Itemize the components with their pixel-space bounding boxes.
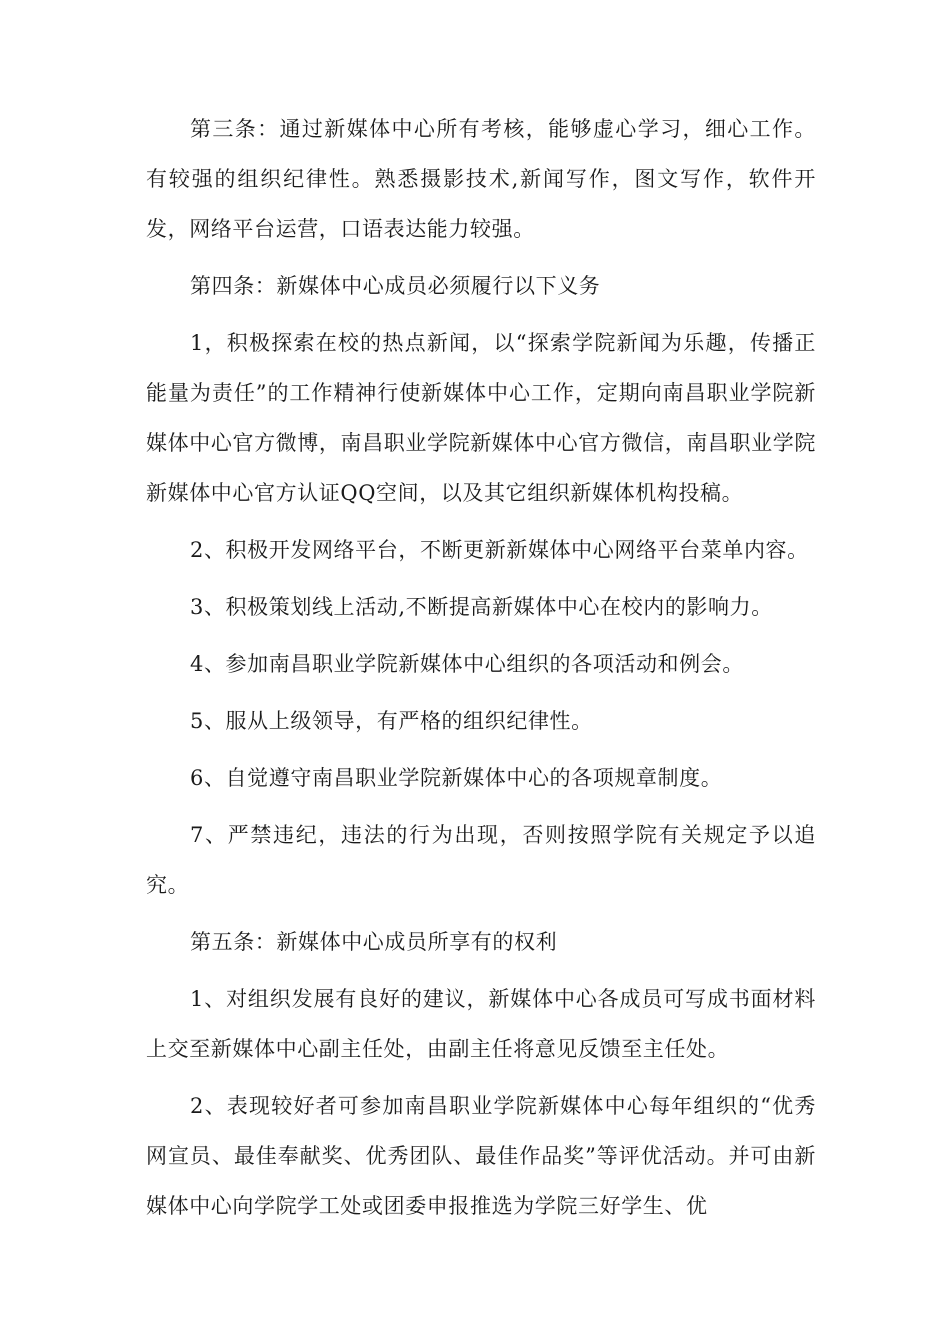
- paragraph-duty-4: 4、参加南昌职业学院新媒体中心组织的各项活动和例会。: [190, 652, 744, 676]
- paragraph-article-5-heading: 第五条：新媒体中心成员所享有的权利: [190, 930, 558, 954]
- paragraph-duty-5: 5、服从上级领导，有严格的组织纪律性。: [190, 709, 593, 733]
- paragraph-duty-1: 1，积极探索在校的热点新闻，以“探索学院新闻为乐趣，传播正能量为责任”的工作精神行使新媒体中心工作，定期向南昌职业学院新媒体中心官方微博，南昌职业学院新媒体中心官方微信，南昌职业学院新媒体中心官方认证QQ空间，以及其它组织新媒体机构投稿。: [146, 331, 816, 505]
- paragraph-article-3: 第三条：通过新媒体中心所有考核，能够虚心学习，细心工作。有较强的组织纪律性。熟悉摄影技术,新闻写作，图文写作，软件开发，网络平台运营，口语表达能力较强。: [146, 117, 816, 241]
- paragraph-duty-3: 3、积极策划线上活动,不断提高新媒体中心在校内的影响力。: [190, 595, 773, 619]
- paragraph-duty-2: 2、积极开发网络平台，不断更新新媒体中心网络平台菜单内容。: [190, 538, 809, 562]
- paragraph-duty-6: 6、自觉遵守南昌职业学院新媒体中心的各项规章制度。: [190, 766, 723, 790]
- paragraph-article-4-heading: 第四条：新媒体中心成员必须履行以下义务: [190, 274, 601, 298]
- document-body: [146, 104, 816, 1238]
- paragraph-duty-7: 7、严禁违纪，违法的行为出现，否则按照学院有关规定予以追究。: [146, 823, 816, 897]
- paragraph-right-2: 2、表现较好者可参加南昌职业学院新媒体中心每年组织的“优秀网宣员、最佳奉献奖、优秀团队、最佳作品奖”等评优活动。并可由新媒体中心向学院学工处或团委申报推选为学院三好学生、优: [146, 1094, 816, 1218]
- paragraph-right-1: 1、对组织发展有良好的建议，新媒体中心各成员可写成书面材料上交至新媒体中心副主任处，由副主任将意见反馈至主任处。: [146, 987, 816, 1061]
